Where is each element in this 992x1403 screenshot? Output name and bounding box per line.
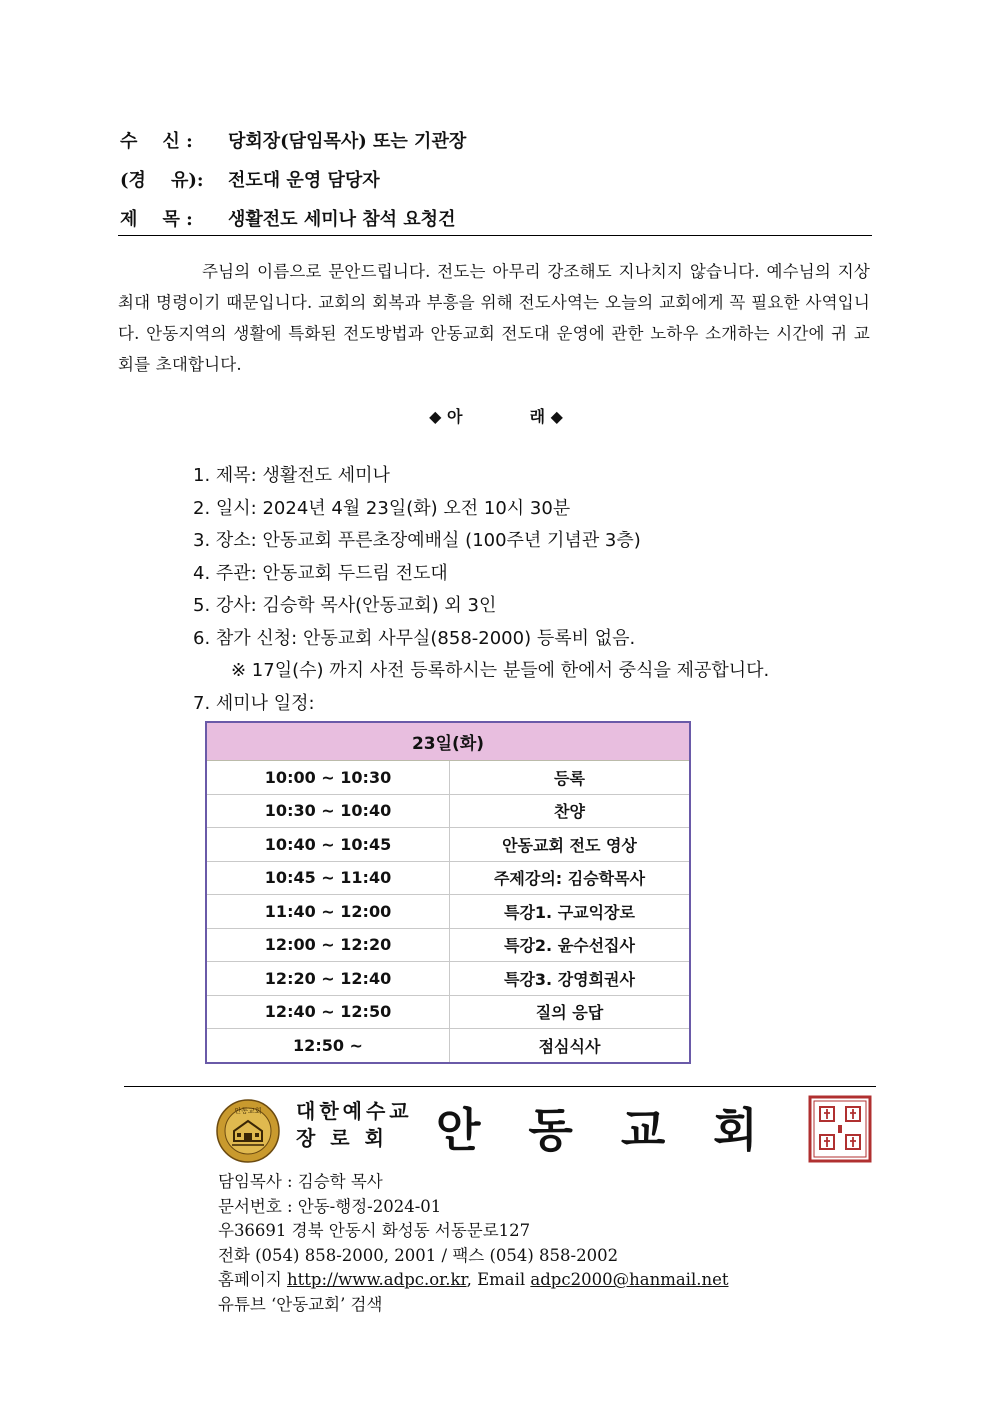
address-line: 우36691 경북 안동시 화성동 서동문로127 (218, 1221, 531, 1241)
row-event: 점심식사 (450, 1029, 691, 1063)
subject-value: 생활전도 세미나 참석 요청건 (228, 209, 456, 230)
phone-line: 전화 (054) 858-2000, 2001 / 팩스 (054) 858-2002 (218, 1245, 619, 1265)
item-host: 4. 주관: 안동교회 두드림 전도대 (193, 562, 448, 584)
homepage-link[interactable]: http://www.adpc.or.kr (287, 1270, 467, 1290)
row-event: 특강1. 구교익장로 (450, 895, 691, 929)
row-event: 안동교회 전도 영상 (450, 828, 691, 862)
table-row (206, 761, 690, 795)
youtube-line: 유튜브 ‘안동교회’ 검색 (218, 1294, 383, 1314)
notice-left: ◆ 아 (429, 407, 463, 426)
schedule-header-row (206, 722, 690, 761)
recipient-key: 수 신 : (120, 131, 193, 152)
recipient-row (120, 127, 466, 153)
via-row (120, 166, 380, 192)
table-row (206, 1029, 690, 1063)
contact-info (218, 1170, 729, 1318)
row-event: 찬양 (450, 794, 691, 828)
item-datetime: 2. 일시: 2024년 4월 23일(화) 오전 10시 30분 (193, 497, 571, 519)
item-registration: 6. 참가 신청: 안동교회 사무실(858-2000) 등록비 없음. (193, 627, 636, 649)
table-row (206, 995, 690, 1029)
item-note: ※ 17일(수) 까지 사전 등록하시는 분들에 한에서 중식을 제공합니다. (231, 660, 770, 681)
recipient-value: 당회장(담임목사) 또는 기관장 (228, 131, 467, 152)
table-row (206, 794, 690, 828)
table-row (206, 828, 690, 862)
schedule-header: 23일(화) (206, 722, 690, 761)
row-time: 10:40 ~ 10:45 (206, 828, 450, 862)
notice-heading (0, 404, 992, 427)
row-time: 12:50 ~ (206, 1029, 450, 1063)
denomination-line1: 대한예수교 (296, 1099, 413, 1123)
denomination (296, 1098, 413, 1152)
schedule-table (205, 721, 691, 1064)
row-time: 12:00 ~ 12:20 (206, 928, 450, 962)
email-label: , Email (466, 1270, 531, 1290)
row-event: 주제강의: 김승학목사 (450, 861, 691, 895)
item-speakers: 5. 강사: 김승학 목사(안동교회) 외 3인 (193, 595, 497, 616)
body-paragraph: 주님의 이름으로 문안드립니다. 전도는 아무리 강조해도 지나치지 않습니다. 예수님의 지상최대 명령이기 때문입니다. 교회의 회복과 부흥을 위해 전도사역는 오늘의 교회에게 꼭 필요한 사역입니다. 안동지역의 생활에 특화된 전도방법과 안동교회 전도대 운영에 관한 노하우 소개하는 시간에 귀 교회를 초대합니다. (118, 262, 870, 374)
footer-divider (124, 1086, 876, 1087)
seal-text: 안동교회 (234, 1107, 262, 1115)
subject-key: 제 목 : (120, 209, 193, 230)
item-location: 3. 장소: 안동교회 푸른초장예배실 (100주년 기념관 3층) (193, 530, 641, 551)
official-stamp-icon (808, 1095, 872, 1163)
row-time: 10:00 ~ 10:30 (206, 761, 450, 795)
pastor-line: 담임목사 : 김승학 목사 (218, 1172, 383, 1191)
web-line (218, 1268, 729, 1293)
row-time: 10:45 ~ 11:40 (206, 861, 450, 895)
item-title: 1. 제목: 생활전도 세미나 (193, 465, 390, 486)
email-link[interactable]: adpc2000@hanmail.net (530, 1270, 729, 1290)
details-list (193, 460, 769, 720)
row-time: 10:30 ~ 10:40 (206, 794, 450, 828)
row-time: 11:40 ~ 12:00 (206, 895, 450, 929)
row-event: 특강3. 강영희권사 (450, 962, 691, 996)
row-event: 특강2. 윤수선집사 (450, 928, 691, 962)
via-key: (경 유): (120, 170, 204, 191)
row-time: 12:40 ~ 12:50 (206, 995, 450, 1029)
table-row (206, 895, 690, 929)
denomination-line2: 장 로 회 (296, 1126, 388, 1150)
table-row (206, 928, 690, 962)
header-divider (118, 235, 872, 236)
row-event: 등록 (450, 761, 691, 795)
church-name: 안동교회 (436, 1103, 806, 1157)
notice-right: 래 ◆ (529, 407, 563, 426)
via-value: 전도대 운영 담당자 (228, 170, 380, 191)
table-row (206, 962, 690, 996)
row-event: 질의 응답 (450, 995, 691, 1029)
church-seal-icon (216, 1099, 280, 1163)
item-schedule-label: 7. 세미나 일정: (193, 692, 315, 714)
row-time: 12:20 ~ 12:40 (206, 962, 450, 996)
table-row (206, 861, 690, 895)
homepage-label: 홈페이지 (218, 1270, 288, 1290)
subject-row (120, 205, 455, 231)
doc-number-line: 문서번호 : 안동-행정-2024-01 (218, 1196, 442, 1216)
